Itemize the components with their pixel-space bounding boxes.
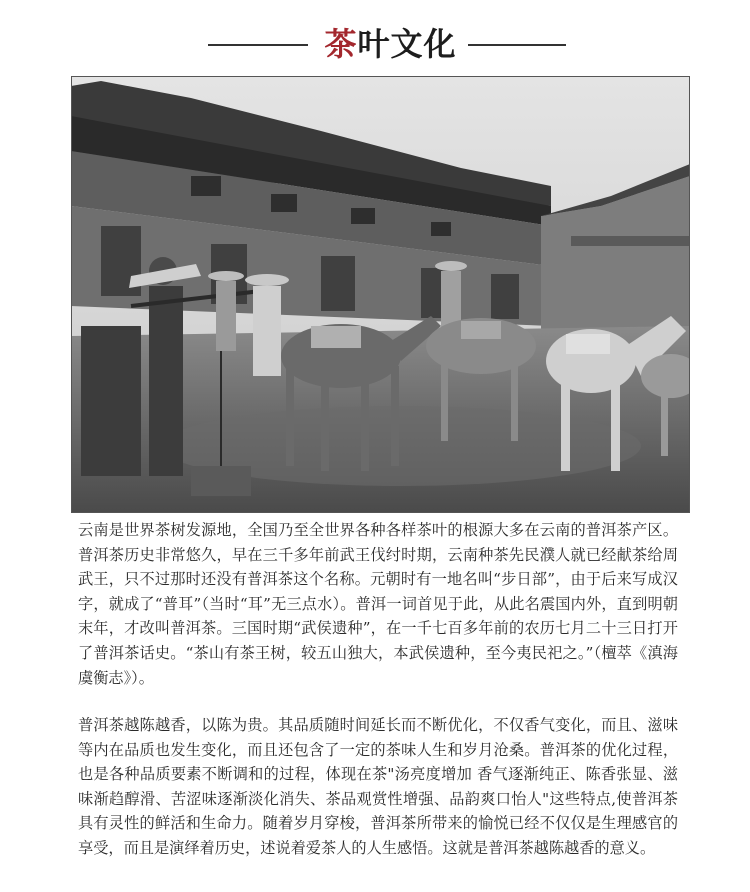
title-divider-left	[208, 44, 308, 46]
historical-photo	[71, 76, 690, 513]
historical-tea-caravan-photo-icon	[71, 76, 690, 513]
paragraph-history: 云南是世界茶树发源地，全国乃至全世界各种各样茶叶的根源大多在云南的普洱茶产区。普洱茶历史非常悠久，早在三千多年前武王伐纣时期，云南种茶先民濮人就已经献茶给周武王，只不过那时还没有普洱茶这个名称。元朝时有一地名叫“步日部”，由于后来写成汉字，就成了“普耳”（当时“耳”无三点水）。普洱一词首见于此，从此名震国内外，直到明朝末年，才改叫普洱茶。三国时期“武侯遗种”，在一千七百多年前的农历七月二十三日打开了普洱茶话史。“茶山有茶王树，较五山独大，本武侯遗种，至今夷民祀之。”（檀萃《滇海虞衡志》）。	[78, 521, 678, 687]
paragraph-aging: 普洱茶越陈越香，以陈为贵。其品质随时间延长而不断优化，不仅香气变化，而且、滋味等内在品质也发生变化，而且还包含了一定的茶味人生和岁月沧桑。普洱茶的优化过程，也是各种品质要素不断调和的过程，体现在茶"汤亮度增加 香气逐渐纯正、陈香张显、滋味渐趋醇滑、苦涩味逐渐淡化消失、茶品观赏性增强、品韵爽口怡人"这些特点,使普洱茶具有灵性的鲜活和生命力。随着岁月穿梭，普洱茶所带来的愉悦已经不仅仅是生理感官的享受，而且是演绎着历史，述说着爱茶人的人生感悟。这就是普洱茶越陈越香的意义。	[78, 716, 678, 857]
title-rest-text: 叶文化	[357, 25, 457, 63]
page-title	[318, 24, 463, 64]
page-header	[0, 22, 750, 68]
title-divider-right	[468, 44, 566, 46]
title-accent-char: 茶	[324, 25, 358, 63]
